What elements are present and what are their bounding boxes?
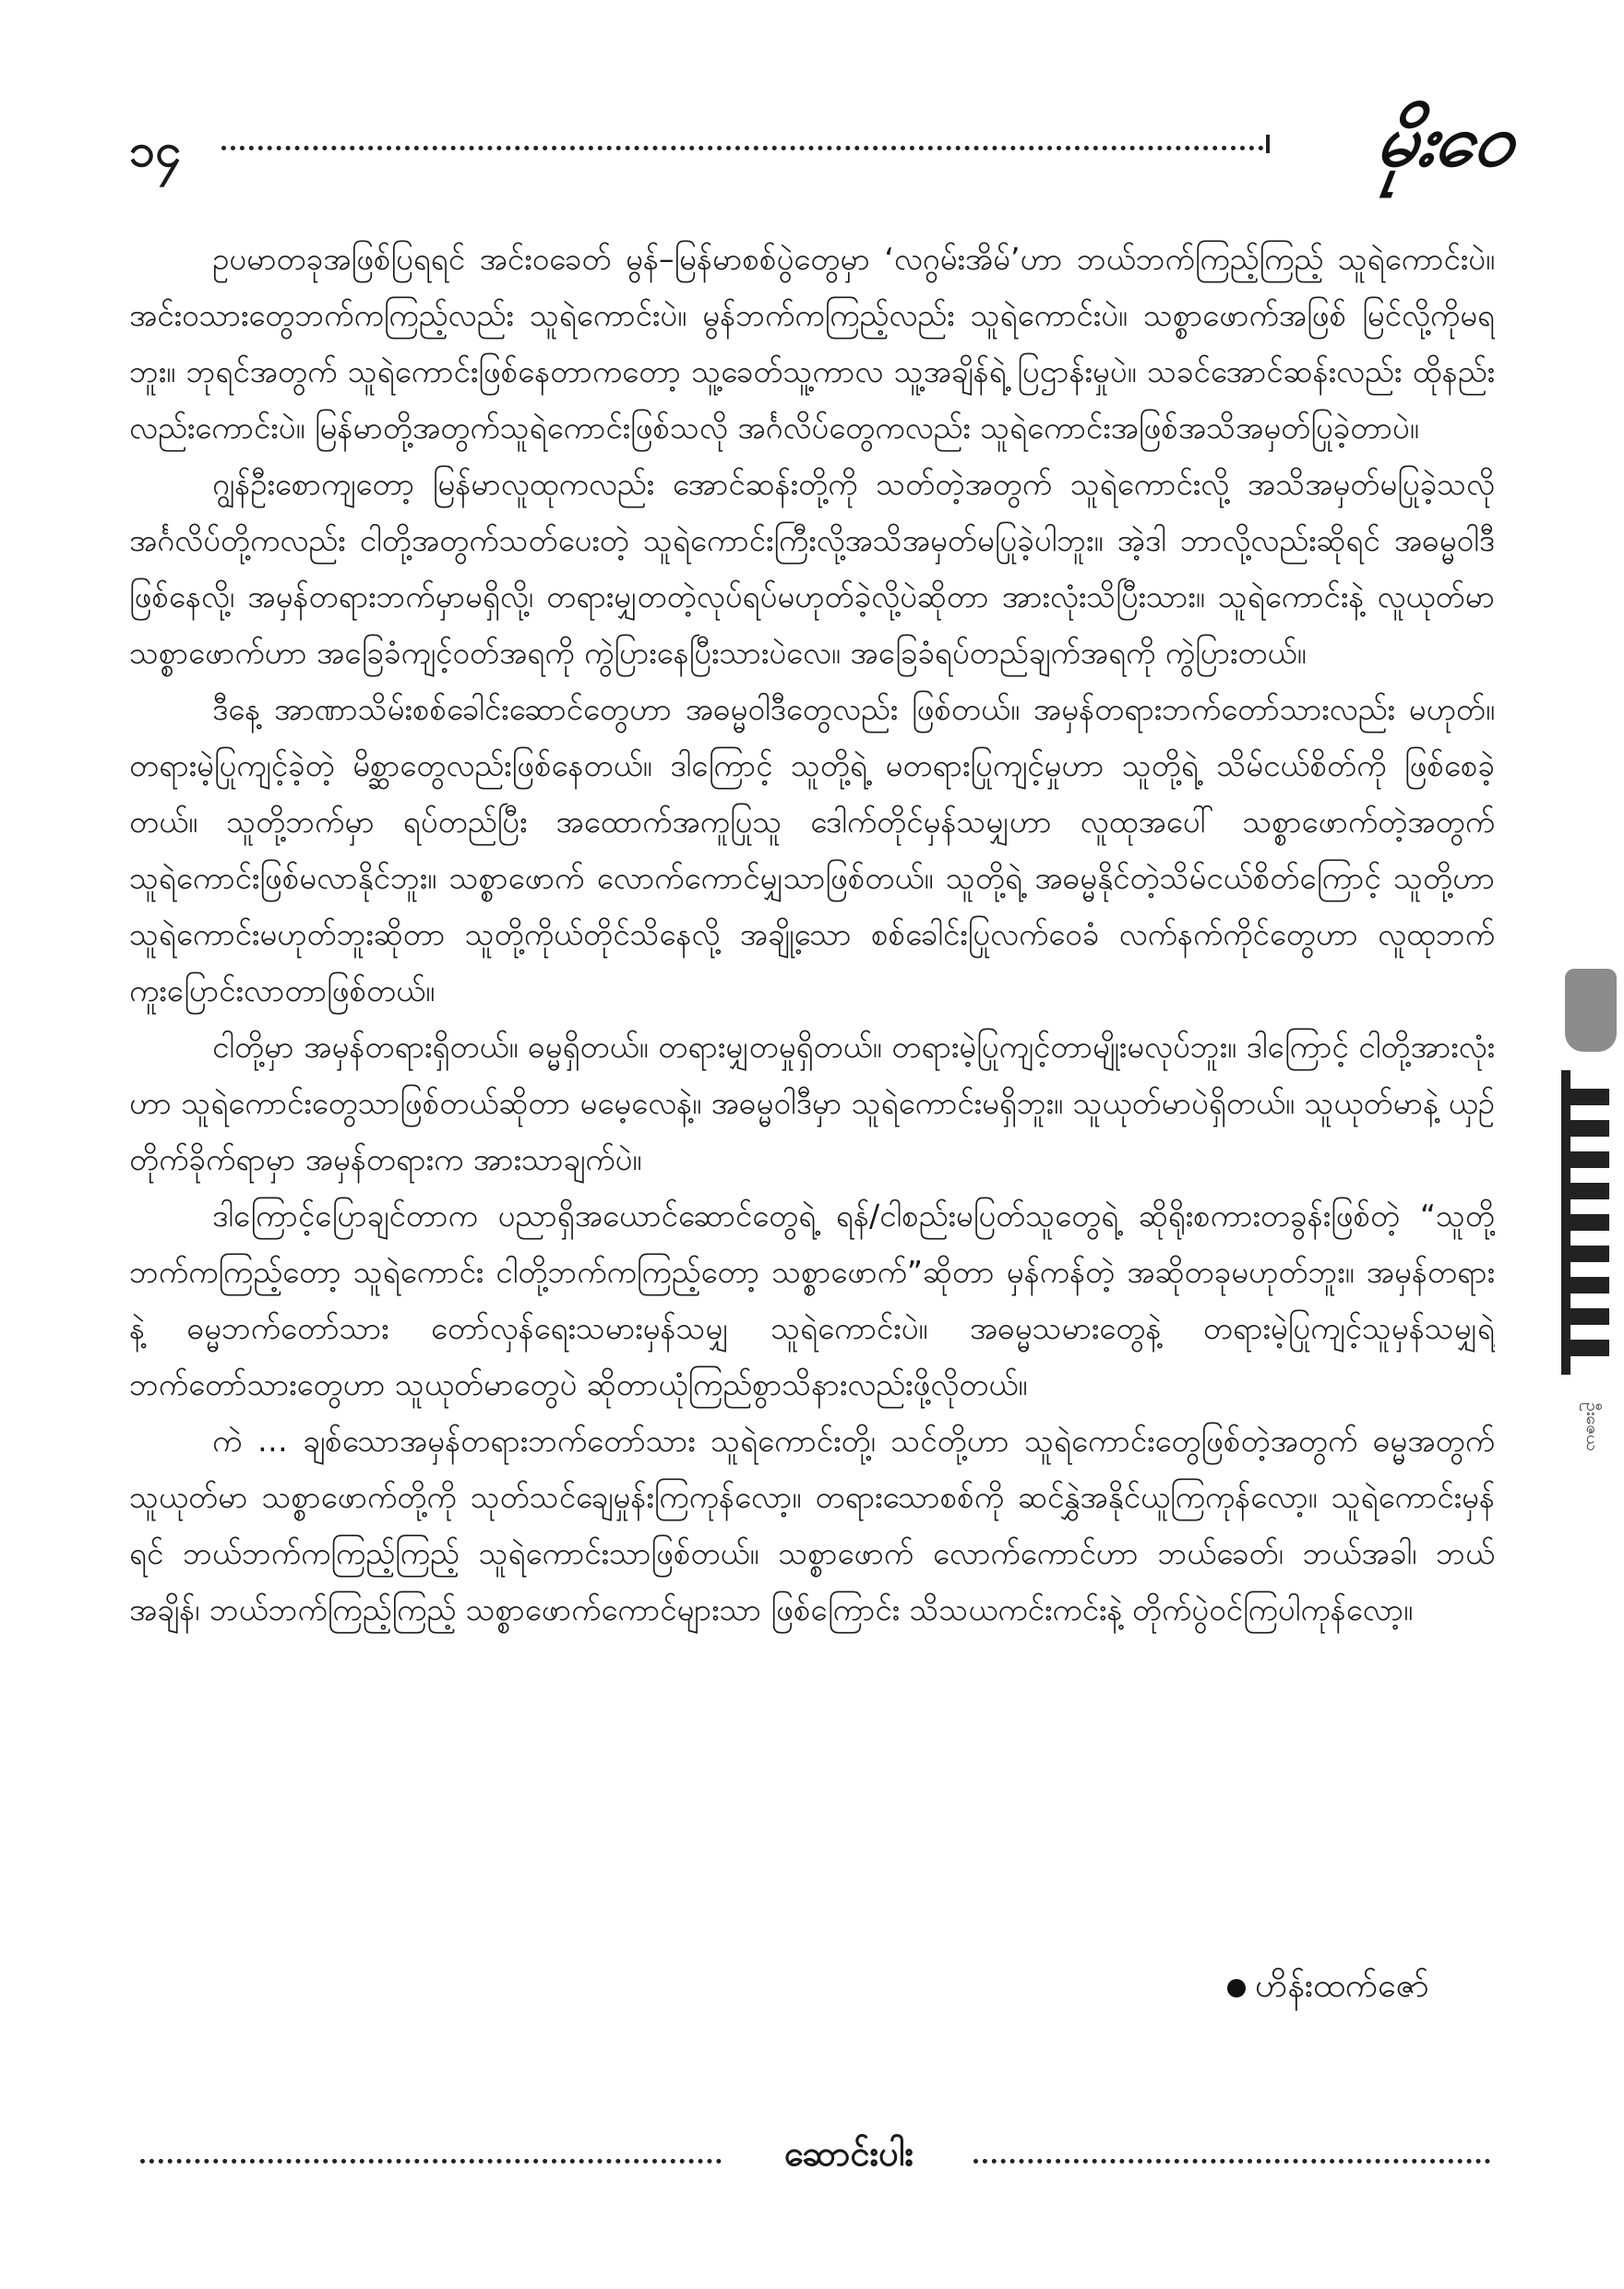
side-emblem-label: ဦးဇေယ [1582, 1402, 1602, 1451]
author-name: ဟိန်းထက်ဇော် [1255, 1967, 1429, 2005]
magazine-masthead [1283, 92, 1606, 203]
page-number: ၁၄ [129, 124, 182, 177]
article-paragraph: ကဲ … ချစ်သောအမှန်တရားဘက်တော်သား သူရဲကောင်းတို့၊ သင်တို့ဟာ သူရဲကောင်းတွေဖြစ်တဲ့အတွက် ဓမ္မအတွက် သူယုတ်မာ သစ္စာဖောက်တို့ကို သုတ်သင်ချေမှုန်းကြကုန်လော့။ တရားသောစစ်ကို ဆင်နွှဲအနိုင်ယူကြကုန်လော့။ သူရဲကောင်းမှန်ရင် ဘယ်ဘက်ကကြည့်ကြည့် သူရဲကောင်းသာဖြစ်တယ်။ သစ္စာဖောက် လောက်ကောင်ဟာ ဘယ်ခေတ်၊ ဘယ်အခါ၊ ဘယ်အချိန်၊ ဘယ်ဘက်ကြည့်ကြည့် သစ္စာဖောက်ကောင်များသာ ဖြစ်ကြောင်း သိသယကင်းကင်းနဲ့ တိုက်ပွဲဝင်ကြပါကုန်လော့။ [129, 1423, 1495, 1627]
bullet-icon [1227, 1979, 1246, 1997]
header-rule-end [1266, 135, 1270, 153]
article-paragraph: ဒီနေ့ အာဏာသိမ်းစစ်ခေါင်းဆောင်တွေဟာ အဓမ္မဝါဒီတွေလည်း ဖြစ်တယ်။ အမှန်တရားဘက်တော်သားလည်း မဟုတ်။ တရားမဲ့ပြုကျင့်ခဲ့တဲ့ မိစ္ဆာတွေလည်းဖြစ်နေတယ်။ ဒါကြောင့် သူတို့ရဲ့ မတရားပြုကျင့်မှုဟာ သူတို့ရဲ့ သိမ်ငယ်စိတ်ကို ဖြစ်စေခဲ့တယ်။ သူတို့ဘက်မှာ ရပ်တည်ပြီး အထောက်အကူပြုသူ ဒေါက်တိုင်မှန်သမျှဟာ လူထုအပေါ် သစ္စာဖောက်တဲ့အတွက် သူရဲကောင်းဖြစ်မလာနိုင်ဘူး။ သစ္စာဖောက် လောက်ကောင်မျှသာဖြစ်တယ်။ သူတို့ရဲ့ အဓမ္မနိုင်တဲ့သိမ်ငယ်စိတ်ကြောင့် သူတို့ဟာ သူရဲကောင်းမဟုတ်ဘူးဆိုတာ သူတို့ကိုယ်တိုင်သိနေလို့ အချို့သော စစ်ခေါင်းပြုလက်ဝေခံ လက်နက်ကိုင်တွေဟာ လူထုဘက် ကူးပြောင်းလာတာဖြစ်တယ်။ [129, 691, 1495, 1008]
author-signature [1227, 1963, 1495, 2013]
section-label: ဆောင်းပါး [783, 2133, 914, 2174]
footer-dotted-rule-left [140, 2159, 722, 2164]
header-dotted-rule [221, 146, 1264, 150]
side-emblem-stripes [1570, 1089, 1609, 1356]
masthead-logo: မိုးဝေ [1371, 98, 1519, 183]
fist-icon [1565, 969, 1617, 1052]
article-paragraph: ဥပမာတခုအဖြစ်ပြရရင် အင်းဝခေတ် မွန်–မြန်မာစစ်ပွဲတွေမှာ ‘လဂွမ်းအိမ်’ဟာ ဘယ်ဘက်ကြည့်ကြည့် သူရဲကောင်းပဲ။ အင်းဝသားတွေဘက်ကကြည့်လည်း သူရဲကောင်းပဲ။ မွန်ဘက်ကကြည့်လည်း သူရဲကောင်းပဲ။ သစ္စာဖောက်အဖြစ် မြင်လို့ကိုမရဘူး။ ဘုရင်အတွက် သူရဲကောင်းဖြစ်နေတာကတော့ သူ့ခေတ်သူ့ကာလ သူ့အချိန်ရဲ့ ပြဌာန်းမှုပဲ။ သခင်အောင်ဆန်းလည်း ထိုနည်းလည်းကောင်းပဲ။ မြန်မာတို့အတွက်သူရဲကောင်းဖြစ်သလို အင်္ဂလိပ်တွေကလည်း သူရဲကောင်းအဖြစ်အသိအမှတ်ပြုခဲ့တာပဲ။ [129, 241, 1495, 446]
footer-dotted-rule-right [973, 2159, 1490, 2164]
article-paragraph: ဂျွန်ဦးစောကျတော့ မြန်မာလူထုကလည်း အောင်ဆန်းတို့ကို သတ်တဲ့အတွက် သူရဲကောင်းလို့ အသိအမှတ်မပြုခဲ့သလို အင်္ဂလိပ်တို့ကလည်း ငါတို့အတွက်သတ်ပေးတဲ့ သူရဲကောင်းကြီးလို့အသိအမှတ်မပြုခဲ့ပါဘူး။ အဲ့ဒါ ဘာလို့လည်းဆိုရင် အဓမ္မဝါဒီဖြစ်နေလို့၊ အမှန်တရားဘက်မှာမရှိလို့၊ တရားမျှတတဲ့လုပ်ရပ်မဟုတ်ခဲ့လို့ပဲဆိုတာ အားလုံးသိပြီးသား။ သူရဲကောင်းနဲ့ လူယုတ်မာသစ္စာဖောက်ဟာ အခြေခံကျင့်ဝတ်အရကို ကွဲပြားနေပြီးသားပဲလေ။ အခြေခံရပ်တည်ချက်အရကို ကွဲပြားတယ်။ [129, 466, 1495, 671]
page-footer [129, 2131, 1495, 2187]
page-header [129, 92, 1519, 221]
side-emblem [1558, 969, 1624, 1522]
article-paragraph: ငါတို့မှာ အမှန်တရားရှိတယ်။ ဓမ္မရှိတယ်။ တရားမျှတမှုရှိတယ်။ တရားမဲ့ပြုကျင့်တာမျိုးမလုပ်ဘူး။ ဒါကြောင့် ငါတို့အားလုံးဟာ သူရဲကောင်းတွေသာဖြစ်တယ်ဆိုတာ မမေ့လေနဲ့။ အဓမ္မဝါဒီမှာ သူရဲကောင်းမရှိဘူး။ သူယုတ်မာပဲရှိတယ်။ သူယုတ်မာနဲ့ ယှဉ်တိုက်ခိုက်ရာမှာ အမှန်တရားက အားသာချက်ပဲ။ [129, 1029, 1495, 1177]
article-paragraph: ဒါကြောင့်ပြောချင်တာက ပညာရှိအယောင်ဆောင်တွေရဲ့ ရန်/ငါစည်းမပြတ်သူတွေရဲ့ ဆိုရိုးစကားတခွန်းဖြစ်တဲ့ “သူတို့ဘက်ကကြည့်တော့ သူရဲကောင်း ငါတို့ဘက်ကကြည့်တော့ သစ္စာဖောက်”ဆိုတာ မှန်ကန်တဲ့ အဆိုတခုမဟုတ်ဘူး။ အမှန်တရားနဲ့ ဓမ္မဘက်တော်သား တော်လှန်ရေးသမားမှန်သမျှ သူရဲကောင်းပဲ။ အဓမ္မသမားတွေနဲ့ တရားမဲ့ပြုကျင့်သူမှန်သမျှရဲ့ ဘက်တော်သားတွေဟာ သူယုတ်မာတွေပဲ ဆိုတာယုံကြည်စွာသိနားလည်းဖို့လိုတယ်။ [129, 1198, 1495, 1402]
article-body [129, 231, 1495, 1956]
